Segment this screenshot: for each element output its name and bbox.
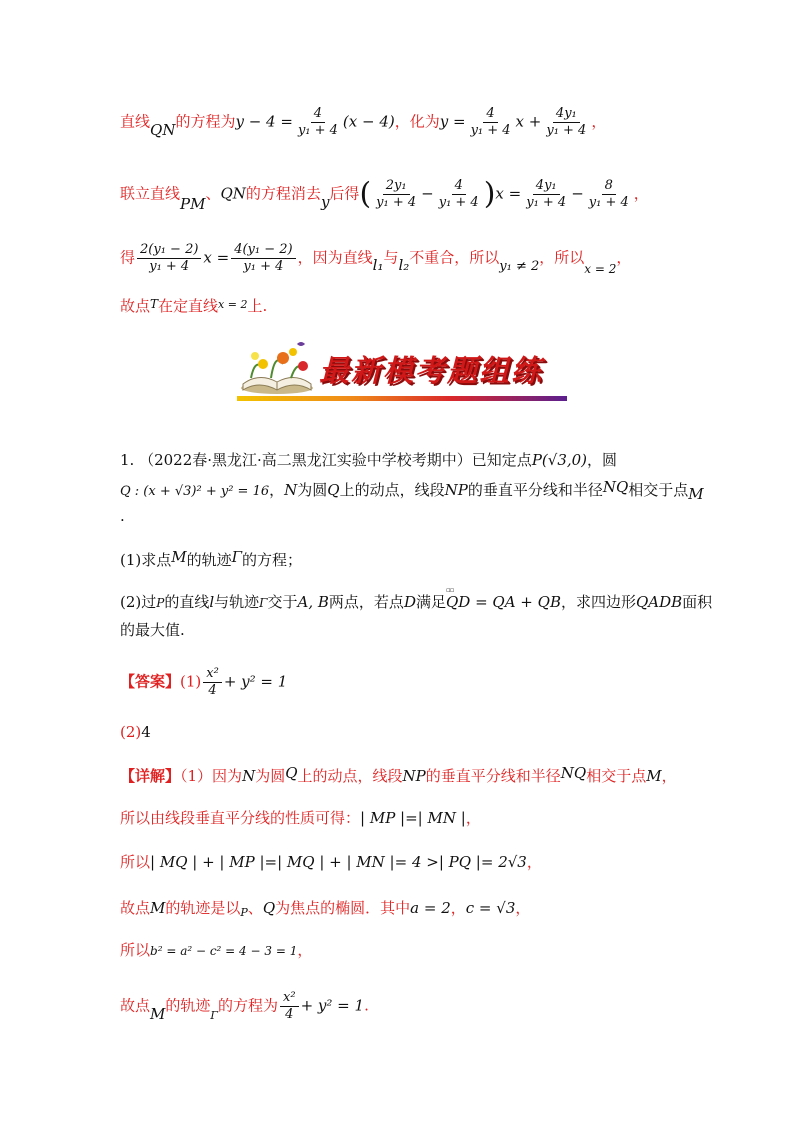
text: .: [120, 507, 125, 525]
text: 上的动点，线段: [339, 481, 445, 499]
text: 为圆: [255, 767, 286, 785]
math: y − 4 =: [235, 112, 293, 131]
math: −: [421, 184, 434, 203]
numerator: 4: [311, 106, 325, 123]
numerator: x²: [280, 990, 299, 1007]
text: (1): [180, 672, 202, 691]
text: ，: [450, 899, 466, 917]
math: | MP |=| MN |: [360, 809, 466, 827]
text: ，因为直线: [297, 248, 373, 267]
fraction: [468, 106, 514, 139]
text: ，: [616, 248, 632, 267]
book-flowers-icon: [237, 338, 317, 398]
problem-number: 1.: [120, 451, 135, 469]
detail-line-2: [120, 808, 481, 828]
text: ，: [633, 184, 649, 203]
math: P: [156, 596, 165, 610]
text: (1)求点: [120, 551, 172, 569]
math: x = 2: [218, 298, 248, 311]
math: M: [150, 1004, 166, 1023]
math: + y² = 1: [300, 996, 365, 1015]
text: ，所以: [539, 248, 585, 267]
fraction: [295, 106, 341, 139]
solution-line-3: [120, 242, 631, 275]
text: 上的动点，线段: [297, 767, 403, 785]
math: x = 2: [584, 261, 617, 276]
math: Q: [327, 481, 340, 499]
fraction: [280, 990, 299, 1023]
text: 的垂直平分线和半径: [467, 481, 603, 499]
denominator: y₁ + 4: [149, 259, 190, 274]
fraction: [586, 178, 632, 211]
math: b² = a² − c² = 4 − 3 = 1: [150, 944, 298, 958]
text: 相交于点: [628, 481, 689, 499]
numerator: 4: [452, 178, 466, 195]
text: 在定直线: [158, 297, 219, 315]
problem-part-1: [120, 550, 302, 570]
solution-line-1: [120, 106, 606, 139]
text: 的轨迹: [186, 551, 232, 569]
math: NP: [444, 481, 468, 499]
text: （1）因为: [180, 767, 243, 785]
text: 故点: [120, 297, 151, 315]
denominator: y₁ + 4: [588, 195, 629, 210]
problem-part-2-cont: [120, 620, 185, 640]
math: NQ: [560, 764, 587, 782]
text: 、: [205, 184, 221, 203]
math: a = 2: [410, 899, 451, 917]
text: 的垂直平分线和半径: [425, 767, 561, 785]
numerator: 2(y₁ − 2): [137, 242, 201, 259]
text: (2): [120, 723, 142, 741]
text: 两点，若点: [328, 593, 404, 611]
detail-line-3: [120, 852, 542, 872]
text: ，: [297, 941, 313, 959]
text: 的轨迹: [165, 996, 211, 1015]
math: Γ: [210, 1008, 219, 1022]
text: ，: [269, 481, 285, 499]
math: D: [403, 593, 416, 611]
text: 与轨迹: [214, 593, 260, 611]
text: 故点: [120, 996, 151, 1015]
numerator: 4y₁: [533, 178, 560, 195]
text: ，: [591, 112, 607, 131]
fraction: [137, 242, 201, 275]
answer-line-1: [120, 666, 287, 699]
text: 面积: [682, 593, 713, 611]
denominator: 4: [208, 683, 217, 698]
math: NQ: [602, 478, 629, 496]
text: 的方程为: [218, 996, 279, 1015]
math: 4: [141, 723, 151, 741]
solution-line-2: 联立直线PM、QN的方程消去y后得( $\frac{\text{2y₁}}{\text{y₁ + 4}}$ − $\frac{4}{\text{y₁ + 4}}$ )x = $\frac{\text{4y₁}}{\text{y₁ + 4}}$ − $\frac{8}{\text{y₁ + 4}}$ ，: [120, 176, 649, 213]
solution-line-4: [120, 296, 267, 318]
math: NP: [402, 767, 426, 785]
detail-line-1: [120, 766, 677, 786]
text: ，: [515, 899, 531, 917]
denominator: y₁ + 4: [470, 123, 511, 138]
math: Γ: [231, 548, 243, 566]
math: y =: [439, 112, 466, 131]
math: M: [646, 767, 662, 785]
text: 的方程；: [242, 551, 303, 569]
banner-divider: [237, 396, 567, 401]
math: (x − 4): [342, 112, 395, 131]
denominator: y₁ + 4: [438, 195, 479, 210]
answer-label: 【答案】: [120, 672, 181, 691]
math-y: y: [320, 192, 330, 211]
text: 与: [383, 248, 399, 267]
text: 联立直线: [120, 184, 181, 203]
detail-label: 【详解】: [120, 767, 181, 785]
fraction: [203, 666, 222, 699]
math-pm: PM: [180, 194, 206, 213]
math: Γ: [259, 596, 268, 610]
math: P(√3,0): [531, 451, 588, 469]
text: 得: [120, 248, 136, 267]
math-l1: l₁: [372, 255, 384, 274]
denominator: y₁ + 4: [376, 195, 417, 210]
fraction: [373, 178, 419, 211]
math-qn: QN: [150, 120, 176, 139]
math: M: [688, 485, 704, 503]
fraction: [523, 178, 569, 211]
problem-line-3: [120, 506, 125, 526]
fraction: [436, 178, 482, 211]
text: 、: [247, 899, 263, 917]
math: Q: [262, 899, 276, 917]
detail-line-5: [120, 940, 312, 961]
text: .: [364, 996, 369, 1015]
math: M: [171, 548, 187, 566]
text: (2)过: [120, 593, 157, 611]
denominator: y₁ + 4: [526, 195, 567, 210]
problem-line-2: [120, 480, 704, 502]
denominator: y₁ + 4: [546, 123, 587, 138]
text: 满足: [415, 593, 446, 611]
section-banner: [237, 338, 567, 404]
text: 的直线: [164, 593, 210, 611]
text: ，: [465, 809, 481, 827]
text: ，: [526, 853, 542, 871]
text: 后得: [329, 184, 360, 203]
text: 所以: [120, 941, 151, 959]
math-t: T: [150, 297, 159, 311]
math: −: [571, 184, 584, 203]
text: 故点: [120, 899, 151, 917]
text: ，: [661, 767, 677, 785]
fraction: [543, 106, 589, 139]
detail-line-6: [120, 990, 369, 1023]
answer-line-2: [120, 722, 151, 742]
math-vector-equation: ▫▫ QD = QA + QB: [446, 592, 561, 612]
text: ，求四边形: [560, 593, 636, 611]
math: QADB: [635, 593, 683, 611]
fraction: [231, 242, 295, 275]
detail-line-4: [120, 898, 530, 920]
numerator: 4y₁: [553, 106, 580, 123]
math: c = √3: [465, 899, 516, 917]
text: 的方程为: [175, 112, 236, 131]
text: ，圆: [587, 451, 618, 469]
math-qn: QN: [220, 184, 246, 203]
numerator: 4: [483, 106, 497, 123]
numerator: 8: [602, 178, 616, 195]
denominator: y₁ + 4: [243, 259, 284, 274]
text: ，化为: [394, 112, 440, 131]
math-l2: l₂: [398, 255, 410, 274]
numerator: 2y₁: [383, 178, 410, 195]
math: M: [150, 899, 166, 917]
numerator: x²: [203, 666, 222, 683]
denominator: 4: [285, 1007, 294, 1022]
text: 的方程消去: [245, 184, 321, 203]
math: + y² = 1: [223, 672, 288, 691]
banner-title: 最新模考题组练: [319, 354, 543, 389]
text: 所以: [120, 853, 151, 871]
text: 为焦点的椭圆．其中: [275, 899, 411, 917]
math: l: [209, 593, 215, 611]
text: 为圆: [297, 481, 328, 499]
math: | MQ | + | MP |=| MQ | + | MN |= 4 >| PQ |= 2√3: [150, 853, 527, 871]
math: Q : (x + √3)² + y² = 16: [120, 484, 270, 499]
math: A, B: [297, 593, 329, 611]
text: 所以由线段垂直平分线的性质可得：: [120, 809, 361, 827]
problem-part-2: [120, 592, 712, 613]
text: 交于: [267, 593, 298, 611]
text: 的轨迹是以: [165, 899, 241, 917]
math: x +: [515, 112, 542, 131]
numerator: 4(y₁ − 2): [231, 242, 295, 259]
math: x =: [203, 248, 230, 267]
denominator: y₁ + 4: [297, 123, 338, 138]
problem-line-1: [120, 450, 617, 470]
text: 上.: [247, 297, 268, 315]
text: 直线: [120, 112, 151, 131]
math: Q: [285, 764, 298, 782]
math: P: [240, 906, 248, 919]
math: N: [284, 481, 298, 499]
math: x =: [495, 184, 522, 203]
text: 不重合，所以: [409, 248, 500, 267]
math: y₁ ≠ 2: [499, 258, 540, 274]
math: N: [242, 767, 256, 785]
problem-source: （2022春·黑龙江·高二黑龙江实验中学校考期中）已知定点: [139, 451, 532, 469]
text: 相交于点: [586, 767, 647, 785]
text: 的最大值.: [120, 621, 185, 639]
